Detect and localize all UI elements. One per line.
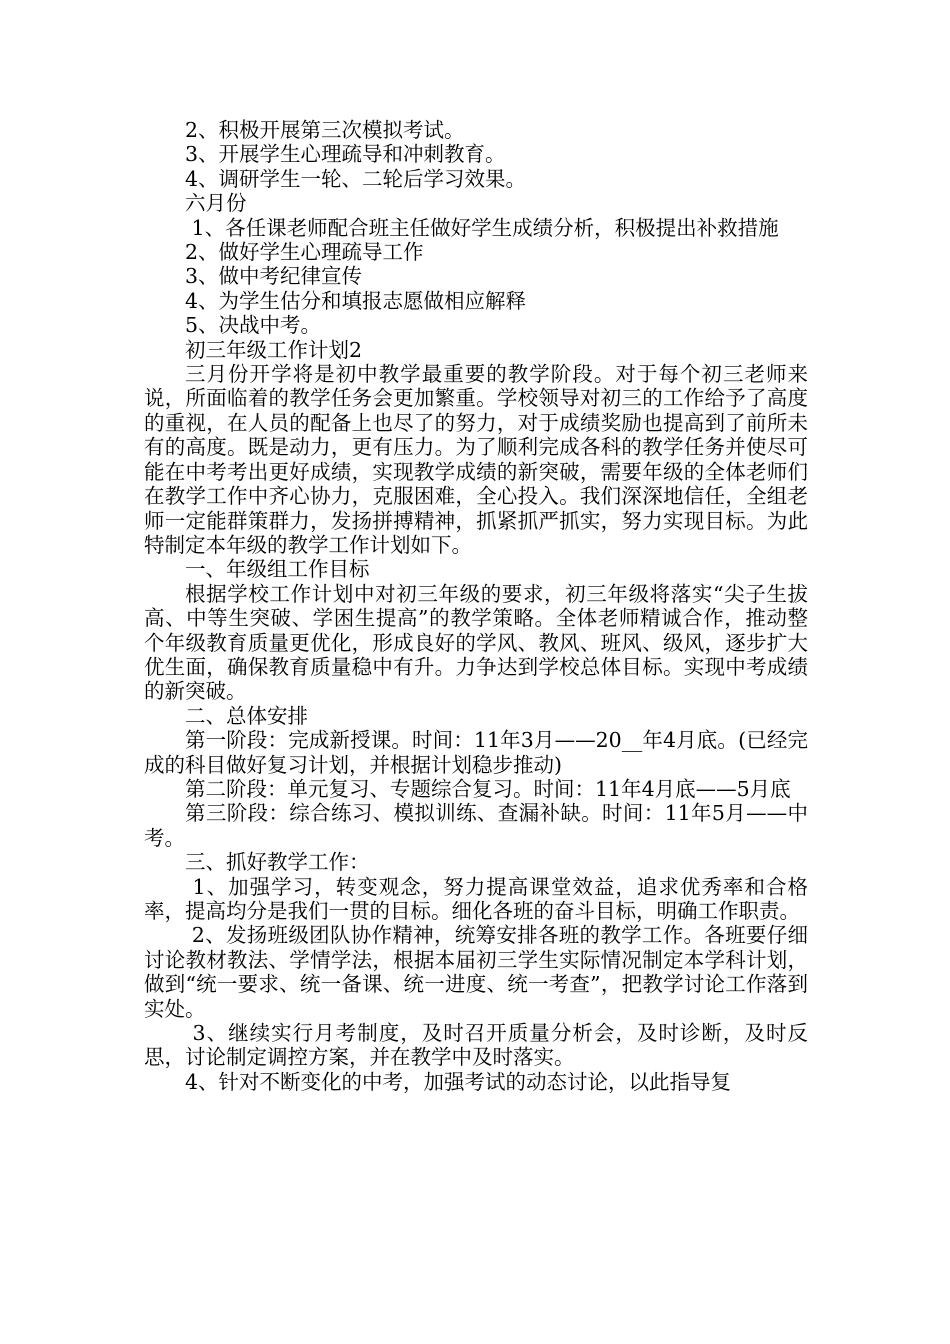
document-page (144, 118, 808, 1094)
paragraph: 2、做好学生心理疏导工作 (185, 240, 424, 265)
paragraph: 第二阶段：单元复习、专题综合复习。时间：11年4月底——5月底 (185, 776, 791, 801)
paragraph: 根据学校工作计划中对初三年级的要求，初三年级将落实“尖子生拔高、中等生突破、学困生提高”的教学策略。全体老师精诚合作，推动整个年级教育质量更优化，形成良好的学风、教风、班风、级风，逐步扩大优生面，确保教育质量稳中有升。力争达到学校总体目标。实现中考成绩的新突破。 (144, 581, 808, 704)
paragraph: 3、做中考纪律宣传 (185, 264, 363, 289)
paragraph: 5、决战中考。 (185, 313, 322, 338)
paragraph: 3、继续实行月考制度，及时召开质量分析会，及时诊断，及时反思，讨论制定调控方案，并在教学中及时落实。 (144, 1021, 808, 1070)
paragraph: 4、调研学生一轮、二轮后学习效果。 (185, 166, 527, 191)
paragraph: 2、发扬班级团队协作精神，统筹安排各班的教学工作。各班要仔细讨论教材教法、学情学法，根据本届初三学生实际情况制定本学科计划，做到“统一要求、统一备课、统一进度、统一考查”，把教学讨论工作落到实处。 (144, 923, 808, 1021)
paragraph: 第三阶段：综合练习、模拟训练、查漏补缺。时间：11年5月——中考。 (144, 801, 808, 850)
paragraph: 4、为学生估分和填报志愿做相应解释 (185, 288, 527, 313)
paragraph: 第一阶段：完成新授课。时间：11年3月——20__年4月底。(已经完成的科目做好复习计划，并根据计划稳步推动) (144, 728, 808, 777)
section-heading: 初三年级工作计划2 (185, 337, 363, 362)
paragraph: 1、各任课老师配合班主任做好学生成绩分析，积极提出补救措施 (185, 215, 779, 240)
paragraph: 3、开展学生心理疏导和冲刺教育。 (185, 142, 506, 167)
section-heading: 三、抓好教学工作： (185, 850, 370, 875)
paragraph: 1、加强学习，转变观念，努力提高课堂效益，追求优秀率和合格率，提高均分是我们一贯的目标。细化各班的奋斗目标，明确工作职责。 (144, 874, 808, 923)
paragraph: 4、针对不断变化的中考，加强考试的动态讨论，以此指导复 (185, 1069, 732, 1094)
section-heading: 六月份 (185, 191, 247, 216)
section-heading: 二、总体安排 (185, 703, 308, 728)
paragraph: 三月份开学将是初中教学最重要的教学阶段。对于每个初三老师来说，所面临着的教学任务会更加繁重。学校领导对初三的工作给予了高度的重视，在人员的配备上也尽了的努力，对于成绩奖励也提高到了前所未有的高度。既是动力，更有压力。为了顺利完成各科的教学任务并使尽可能在中考考出更好成绩，实现教学成绩的新突破，需要年级的全体老师们在教学工作中齐心协力，克服困难，全心投入。我们深深地信任，全组老师一定能群策群力，发扬拼搏精神，抓紧抓严抓实，努力实现目标。为此特制定本年级的教学工作计划如下。 (144, 362, 808, 557)
paragraph: 2、积极开展第三次模拟考试。 (185, 118, 465, 142)
section-heading: 一、年级组工作目标 (185, 557, 370, 582)
